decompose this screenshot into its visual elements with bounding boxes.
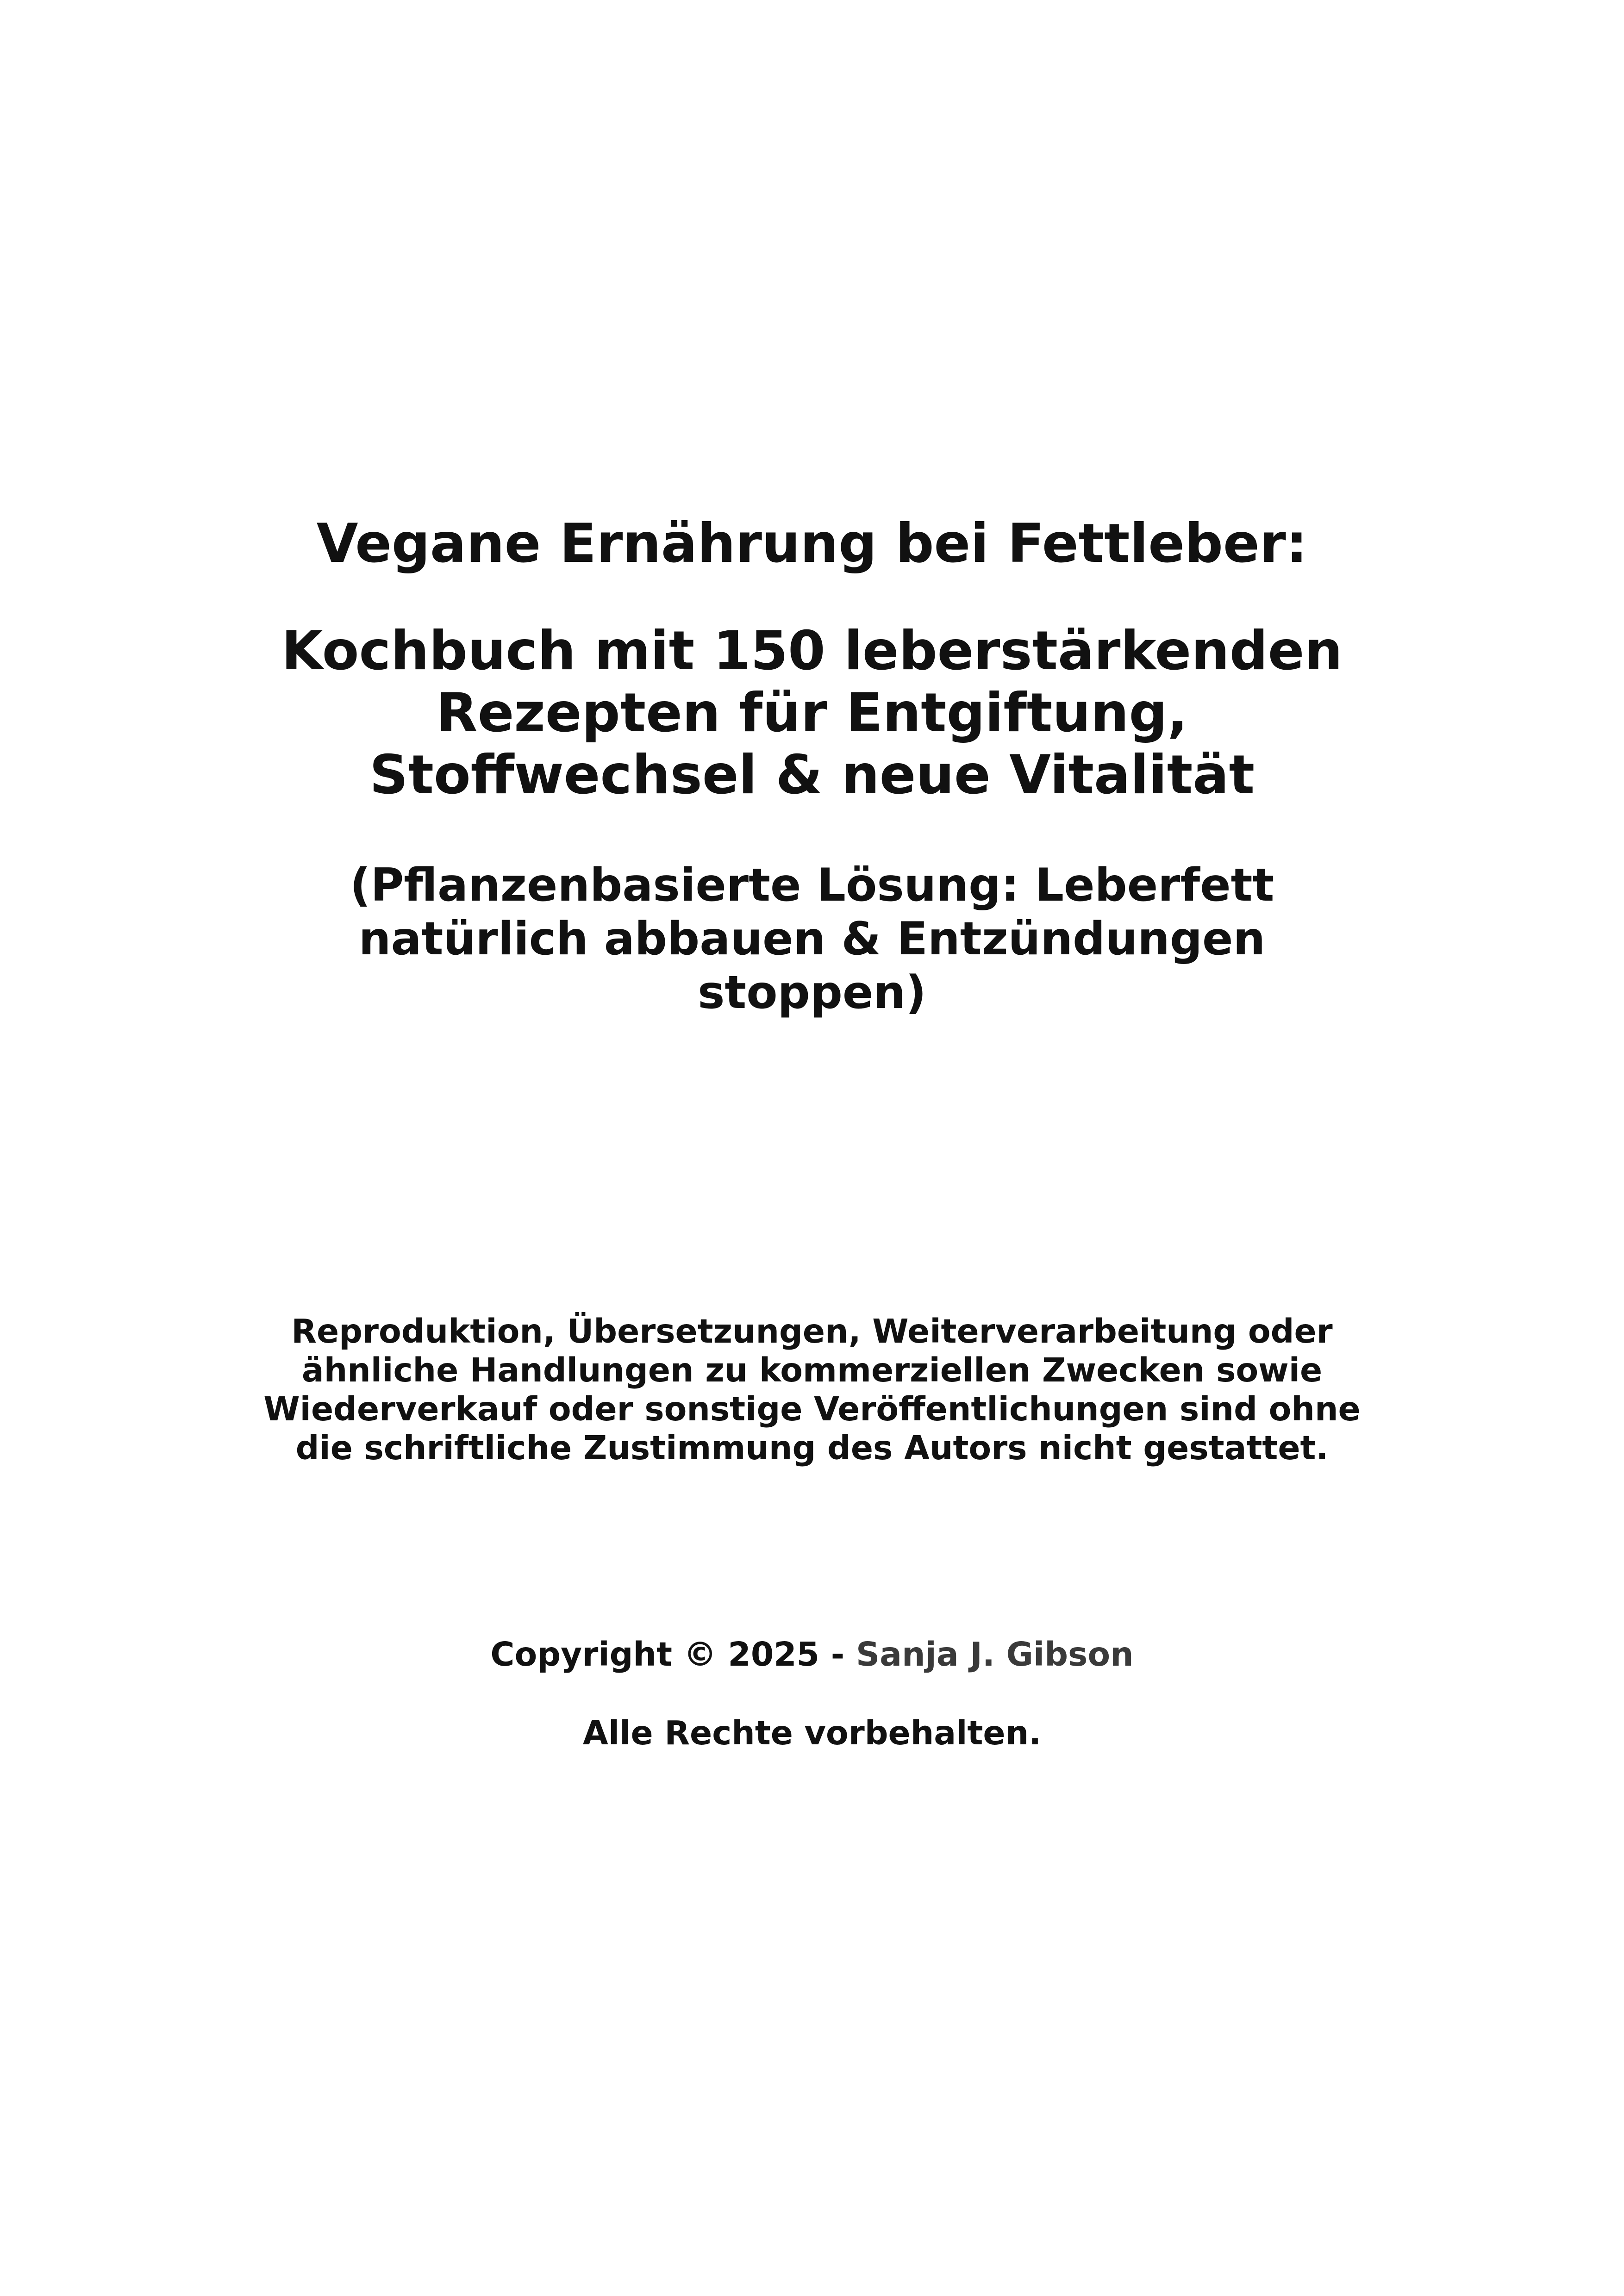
all-rights-reserved	[0, 1712, 1624, 1754]
author-name: Sanja J. Gibson	[856, 1635, 1134, 1674]
parenthetical-line: natürlich abbauen & Entzündungen	[358, 913, 1266, 965]
notice-line: die schriftliche Zustimmung des Autors nicht gestattet.	[295, 1429, 1329, 1467]
notice-line: Reproduktion, Übersetzungen, Weiterverarbeitung oder	[291, 1312, 1333, 1350]
copyright-notice	[0, 1312, 1624, 1468]
subtitle-line: Stoffwechsel & neue Vitalität	[369, 744, 1255, 806]
notice-line: Wiederverkauf oder sonstige Veröffentlichungen sind ohne	[263, 1390, 1361, 1428]
rights-text: Alle Rechte vorbehalten.	[582, 1714, 1042, 1752]
book-parenthetical-subtitle	[0, 859, 1624, 1020]
copyright-prefix: Copyright © 2025 -	[490, 1635, 856, 1674]
parenthetical-line: stoppen)	[698, 966, 926, 1019]
book-title	[0, 511, 1624, 576]
subtitle-line: Kochbuch mit 150 leberstärkenden	[281, 620, 1343, 682]
notice-line: ähnliche Handlungen zu kommerziellen Zwecken sowie	[301, 1351, 1323, 1389]
copyright-line	[0, 1634, 1624, 1675]
book-subtitle	[0, 620, 1624, 806]
subtitle-line: Rezepten für Entgiftung,	[436, 682, 1188, 744]
parenthetical-line: (Pflanzenbasierte Lösung: Leberfett	[350, 859, 1274, 912]
book-title-text: Vegane Ernährung bei Fettleber:	[316, 512, 1308, 575]
